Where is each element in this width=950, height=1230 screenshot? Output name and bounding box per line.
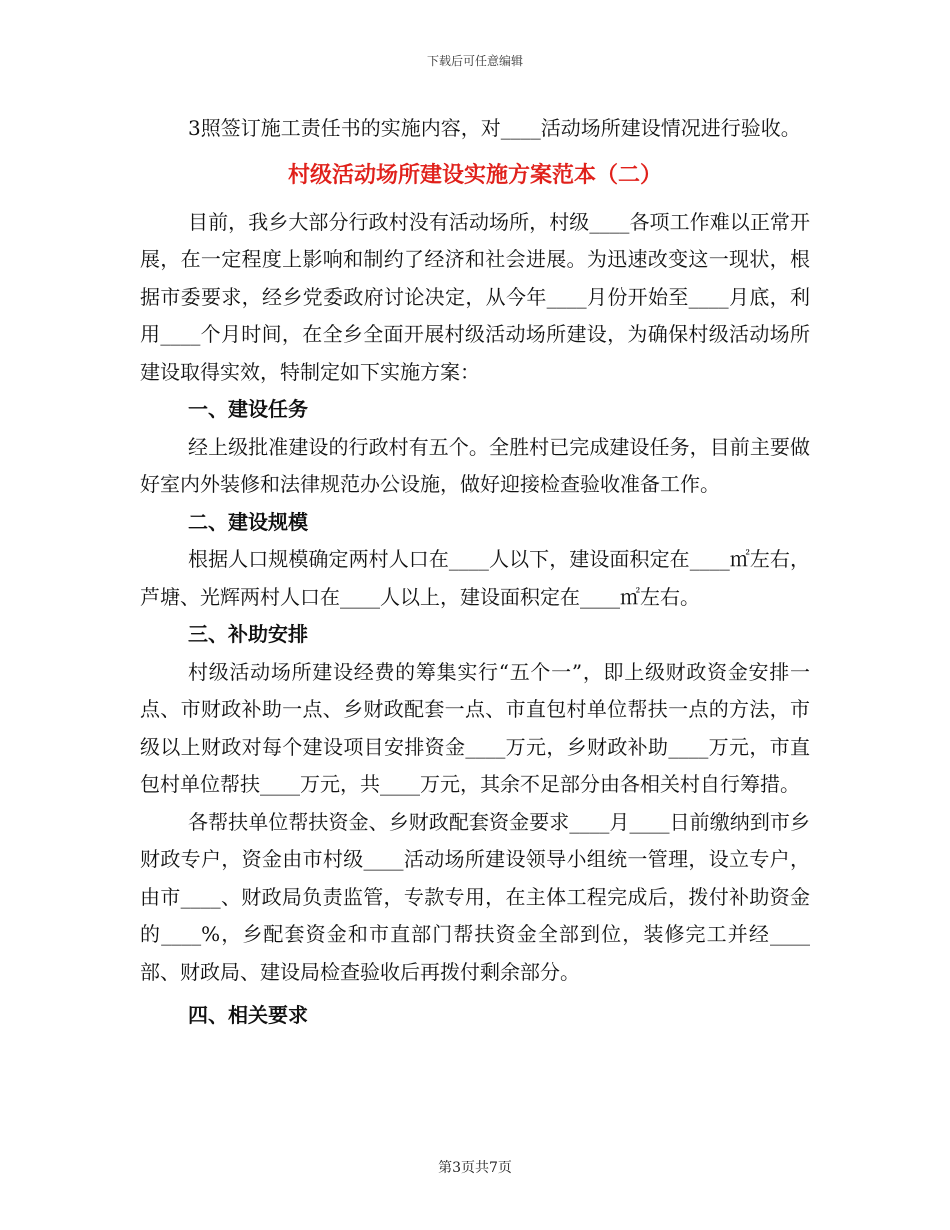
document-title: 村级活动场所建设实施方案范本（二） [287,162,662,188]
page-header-note: 下载后可任意编辑 [426,54,523,68]
intro-paragraph: 目前，我乡大部分行政村没有活动场所，村级____各项工作难以正常开展，在一定程度上影响和制约了经济和社会进展。为迅速改变这一现状，根据市委要求，经乡党委政府讨论决定，从今年____月份开始至____月底，利用____个月时间，在全乡全面开展村级活动场所建设，为确保村级活动场所建设取得实效，特制定如下实施方案： [140,209,810,384]
section-2-paragraph-1: 根据人口规模确定两村人口在____人以下，建设面积定在____㎡左右，芦塘、光辉两村人口在____人以上，建设面积定在____㎡左右。 [140,547,810,609]
continuation-paragraph: 3照签订施工责任书的实施内容，对____活动场所建设情况进行验收。 [188,116,801,140]
section-1-paragraph-1: 经上级批准建设的行政村有五个。全胜村已完成建设任务，目前主要做好室内外装修和法律规范办公设施，做好迎接检查验收准备工作。 [140,434,810,496]
page-number: 第3页共7页 [438,1160,512,1176]
section-heading-4: 四、相关要求 [188,1003,308,1027]
section-heading-3: 三、补助安排 [188,622,308,646]
document-body [140,110,810,1035]
section-heading-2: 二、建设规模 [188,509,308,534]
section-heading-1: 一、建设任务 [188,397,308,421]
section-3-paragraph-2: 各帮扶单位帮扶资金、乡财政配套资金要求____月____日前缴纳到市乡财政专户，资金由市村级____活动场所建设领导小组统一管理，设立专户，由市____、财政局负责监管，专款专用，在主体工程完成后，拨付补助资金的____%，乡配套资金和市直部门帮扶资金全部到位，装修完工并经____部、财政局、建设局检查验收后再拨付剩余部分。 [140,809,810,984]
section-3-paragraph-1: 村级活动场所建设经费的筹集实行“五个一”，即上级财政资金安排一点、市财政补助一点、乡财政配套一点、市直包村单位帮扶一点的方法，市级以上财政对每个建设项目安排资金____万元，乡财政补助____万元，市直包村单位帮扶____万元，共____万元，其余不足部分由各相关村自行筹措。 [140,659,810,796]
